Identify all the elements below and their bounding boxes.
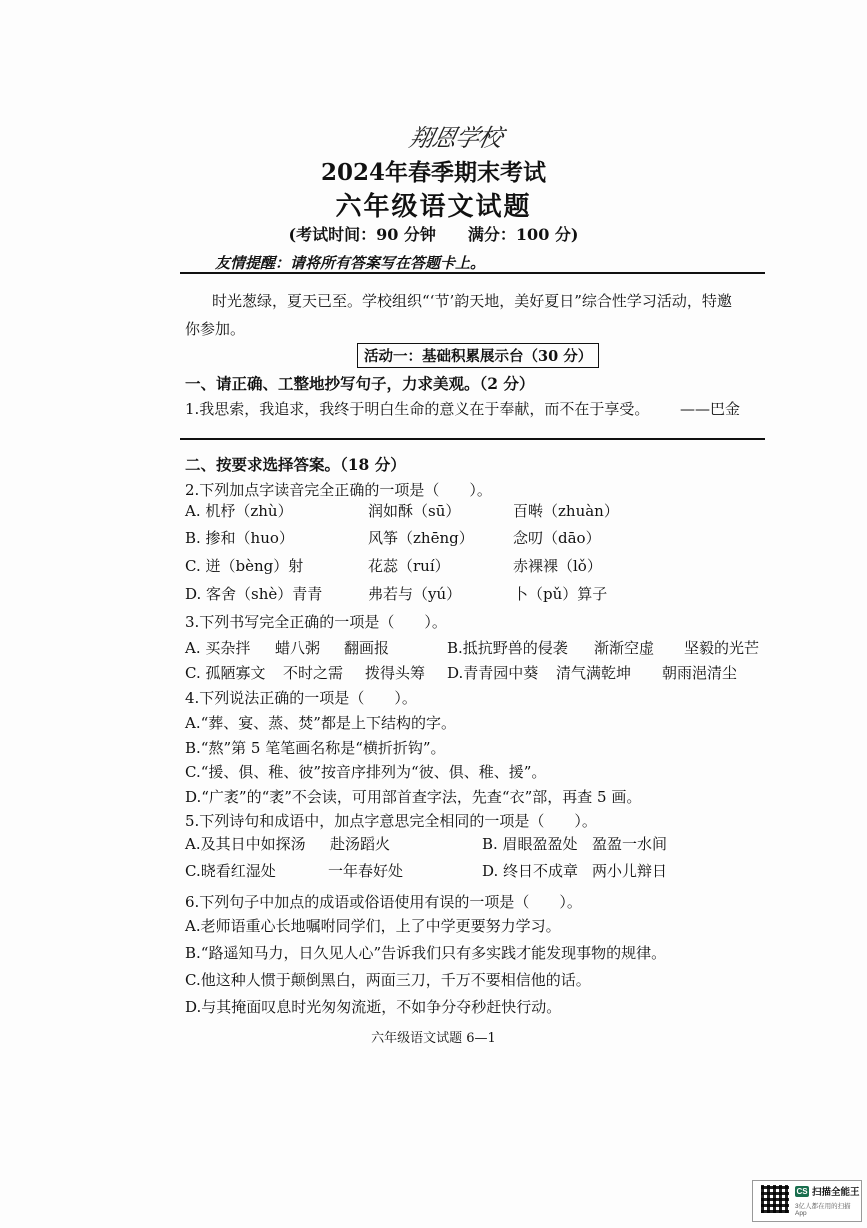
q3-b-2: 渐渐空虚: [594, 639, 655, 657]
q2-option-d-2: 弗若与（yú）: [368, 585, 462, 603]
qr-code-icon: [761, 1185, 789, 1213]
page-footer: 六年级语文试题 6—1: [371, 1031, 496, 1046]
section-2-heading: 二、按要求选择答案。（18 分）: [185, 455, 406, 474]
q3-c-2: 不时之需: [283, 664, 344, 682]
q2-option-c-3: 赤裸裸（lǒ）: [513, 557, 602, 575]
q5-a-1: A.及其日中如探汤: [185, 835, 306, 853]
header-divider: [180, 272, 765, 274]
scanner-app-badge: [752, 1180, 862, 1222]
q3-b-3: 坚毅的光芒: [684, 639, 760, 657]
q3-d-2: 清气满乾坤: [556, 664, 632, 682]
q3-stem: 3.下列书写完全正确的一项是（ ）。: [185, 613, 447, 631]
q2-option-b-2: 风筝（zhēng）: [368, 529, 474, 547]
q6-stem: 6.下列句子中加点的成语或俗语使用有误的一项是（ ）。: [185, 893, 582, 911]
exam-info: (考试时间：90 分钟 满分：100 分): [288, 225, 579, 244]
q6-option-d: D.与其掩面叹息时光匆匆流逝，不如争分夺秒赶快行动。: [185, 998, 562, 1016]
q3-a-1: A. 买杂拌: [185, 639, 251, 657]
q6-option-c: C.他这种人惯于颠倒黑白，两面三刀，千万不要相信他的话。: [185, 971, 591, 989]
intro-line-2: 你参加。: [185, 320, 246, 338]
q4-option-d: D.“广袤”的“袤”不会读，可用部首查字法，先查“衣”部，再查 5 画。: [185, 788, 642, 806]
q2-option-d-1: D. 客舍（shè）青青: [185, 585, 323, 603]
q2-option-c-1: C. 迸（bèng）射: [185, 557, 304, 575]
exam-subtitle: 六年级语文试题: [335, 192, 532, 222]
q5-c-1: C.晓看红湿处: [185, 862, 276, 880]
q3-a-3: 翻画报: [344, 639, 390, 657]
q3-d-1: D.青青园中葵: [447, 664, 539, 682]
q5-b-1: B. 眉眼盈盈处: [482, 835, 578, 853]
q2-stem: 2.下列加点字读音完全正确的一项是（ ）。: [185, 481, 492, 499]
q2-option-d-3: 卜（pǔ）算子: [513, 585, 608, 603]
q6-option-a: A.老师语重心长地嘱咐同学们，上了中学更要努力学习。: [185, 917, 561, 935]
scanner-badge-subtitle: 3亿人都在用的扫描App: [795, 1203, 851, 1217]
q4-option-b: B.“熬”第 5 笔笔画名称是“横折折钩”。: [185, 739, 446, 757]
q5-b-2: 盈盈一水间: [592, 835, 668, 853]
q2-option-b-1: B. 掺和（huo）: [185, 529, 294, 547]
camscanner-logo-icon: CS: [796, 1187, 808, 1196]
intro-line-1: 时光葱绿，夏天已至。学校组织“‘节’韵天地，美好夏日”综合性学习活动，特邀: [212, 292, 732, 310]
q3-d-3: 朝雨浥清尘: [662, 664, 738, 682]
q4-option-a: A.“葬、宴、蒸、焚”都是上下结构的字。: [185, 714, 456, 732]
handwritten-school-name: 翔恩学校: [406, 124, 505, 152]
q6-option-b: B.“路遥知马力，日久见人心”告诉我们只有多实践才能发现事物的规律。: [185, 944, 667, 962]
copy-sentence: 1.我思索，我追求，我终于明白生命的意义在于奉献，而不在于享受。: [185, 400, 650, 418]
q5-d-2: 两小儿辩日: [592, 862, 668, 880]
section-1-heading: 一、请正确、工整地抄写句子，力求美观。（2 分）: [185, 374, 535, 393]
q4-option-c: C.“援、俱、稚、彼”按音序排列为“彼、俱、稚、援”。: [185, 763, 547, 781]
q2-option-a-1: A. 机杼（zhù）: [185, 502, 293, 520]
q5-a-2: 赴汤蹈火: [330, 835, 391, 853]
q2-option-a-3: 百啭（zhuàn）: [513, 502, 619, 520]
q3-c-3: 拨得头筹: [365, 664, 426, 682]
q3-b-1: B.抵抗野兽的侵袭: [447, 639, 568, 657]
q2-option-c-2: 花蕊（ruí）: [368, 557, 450, 575]
q2-option-a-2: 润如酥（sū）: [368, 502, 461, 520]
copy-sentence-author: ——巴金: [680, 400, 741, 418]
friendly-tip: 友情提醒：请将所有答案写在答题卡上。: [215, 254, 486, 272]
activity-1-box: 活动一：基础积累展示台（30 分）: [357, 343, 599, 368]
q3-c-1: C. 孤陋寡文: [185, 664, 266, 682]
q5-c-2: 一年春好处: [328, 862, 404, 880]
writing-line: [180, 438, 765, 440]
q2-option-b-3: 念叨（dāo）: [513, 529, 601, 547]
q5-d-1: D. 终日不成章: [482, 862, 579, 880]
q3-a-2: 蜡八粥: [275, 639, 321, 657]
scanner-badge-title: 扫描全能王: [812, 1187, 860, 1198]
q5-stem: 5.下列诗句和成语中，加点字意思完全相同的一项是（ ）。: [185, 812, 597, 830]
exam-title: 2024年春季期末考试: [320, 159, 546, 186]
q4-stem: 4.下列说法正确的一项是（ ）。: [185, 689, 417, 707]
